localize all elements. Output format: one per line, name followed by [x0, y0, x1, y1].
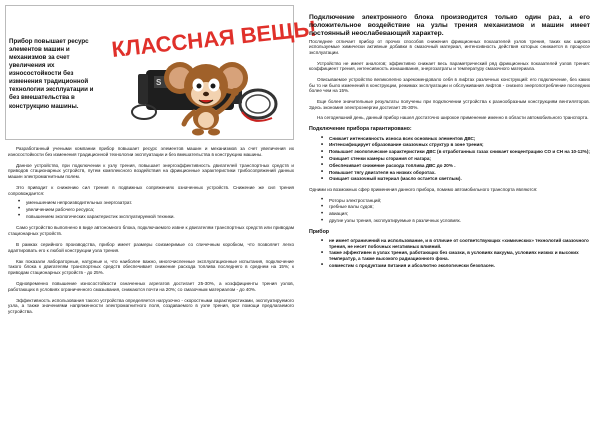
spheres-list: [321, 198, 590, 224]
list-item: • повышением экологических характеристик эксплуатируемой техники.: [18, 214, 294, 220]
right-column: [301, 0, 600, 427]
paragraph: Эффективность использования такого устройства определяется нагрузочно - скоростными характеристиками, эксплуатируемого узла, а также значениями напряженности электромагнитного поля, создаваемого в узле трения, при помощи предлагаемого устройства.: [8, 297, 294, 314]
paragraph: Как показали лабораторные, натурные и, что наиболее важно, многочисленные эксплуатационные испытания, подключение такого блока к двигателям транспортных средств обеспечивает снижение расхода топлива последнего в среднем на 15%; к приводам стационарных устройств - до 25%.: [8, 258, 294, 275]
list-item: • не имеет ограничений на использование, и в отличие от соответствующих «химических» технологий смазочного трения, не несет побочных негативных влияний.: [321, 238, 590, 249]
list-item: • совместим с продуктами питания и абсолютно экологически безопасен.: [321, 263, 590, 269]
headline: Подключение электронного блока производится только один раз, а его положительное воздействие на узлы трения механизмов и машин имеет постоянный неослабевающий характер.: [309, 14, 590, 37]
paragraph: Само устройство выполнено в виде автономного блока, подключаемого извне к двигателям транспортных средств или приводам стационарных устройств.: [8, 225, 294, 237]
list-item: • Очищает стенки камеры сгорания от нагара;: [321, 156, 590, 162]
list-item: • Очищает смазочный материал (масло остается светлым).: [321, 176, 590, 182]
list-item: • Повышает экологические характеристики ДВС (в отработанных газах снижает концентрацию CO и CH на 10-12%);: [321, 149, 590, 155]
section-title-device: Прибор: [309, 228, 330, 235]
effects-list: [18, 200, 294, 220]
svg-text:КЛАССНАЯ ВЕЩЬ!: КЛАССНАЯ ВЕЩЬ!: [110, 15, 318, 62]
guarantees-list: [321, 136, 590, 182]
section-title-guarantees: Подключение прибора гарантировано:: [309, 126, 412, 133]
list-item: • увеличением рабочего ресурса;: [18, 207, 294, 213]
svg-text:S: S: [156, 78, 162, 87]
list-item: • Обеспечивает снижение расхода топлива ДВС до 20% .: [321, 163, 590, 169]
paragraph: Описываемое устройство великолепно зарекомендовало себя в лифтах различных конструкций: его подключение, без каких бы то ни было изменений в конструкции, режимах эксплуатации и обслуживания лифтов - снизило энергопотребление последних более чем на 15%.: [309, 77, 590, 94]
features-list: [321, 238, 590, 268]
list-item: • Повышает тягу двигателя на низких оборотах.: [321, 170, 590, 176]
paragraph: Разработанный учеными компании прибор повышает ресурс элементов машин и механизмов за счет увеличения их износостойкости без изменения традиционной технологии эксплуатации и без вмешательства в конструкцию машины.: [8, 146, 294, 157]
paragraph: В рамках серийного производства, прибор имеет размеры соизмеримые со спичечным коробком, что позволяет легко адаптировать его к любой конструкции узла трения.: [8, 242, 294, 253]
list-item: • Интенсифицирует образование смазочных структур в зоне трения;: [321, 142, 590, 148]
list-item: • также эффективен в узлах трения, работающих без смазки, в условиях вакуума, условиях низких и высоких температур, а также высокого радиационного фона.: [321, 250, 590, 261]
paragraph: Данное устройство, при подключении к узлу трения, повышает энергоэффективность двигателей транспортных средств и приводов стационарных устройств, путем комплексного воздействия на фрикционные характеристики трибосопряжений данных машин электромагнитным полем.: [8, 162, 294, 179]
list-item: • уменьшением непроизводительных энергозатрат.: [18, 200, 294, 206]
paragraph: Одновременно повышение износостойкости означенных агрегатов достигает 25-30%, а коэффициенты трения узлов, работающих в условиях ограниченного смазывания, снижаются почти на 20%; со смазочным материалом - до 40%.: [8, 281, 294, 292]
paragraph: Это приводит к снижению сил трения в подвижных сопряжениях означенных устройств. Снижение же сил трения сопровождается:: [8, 184, 294, 196]
left-body-text: [8, 146, 294, 320]
intro-summary: Прибор повышает ресурс элементов машин и механизмов за счет увеличения их износостойкости без изменения традиционной технологии эксплуатации и без вмешательства в конструкцию машины.: [9, 38, 94, 110]
paragraph: Последнее отличает прибор от прочих способов снижения фрикционных показателей узлов трения, таких как широко используемые химически активные добавки в смазочный материал, интенсивность действия которых снижается в процессе эксплуатации.: [309, 38, 590, 55]
paragraph: Еще более значительные результаты получены при подключении устройства к разнообразным конструкциям вентиляторов. Здесь экономия электроэнергии достигает 25-30%.: [309, 99, 590, 110]
banner-and-character-image: [108, 8, 318, 138]
list-item: • Роторы электростанций;: [321, 198, 590, 204]
paragraph: На сегодняшний день, данный прибор нашел достаточно широкое применение именно в области автомобильного транспорта.: [317, 115, 589, 121]
list-item: • Снижает интенсивность износа всех основных элементов ДВС;: [321, 136, 590, 142]
list-item: • другие узлы трения, эксплуатируемые в различных условиях.: [321, 218, 590, 224]
banner-text: [110, 16, 317, 62]
list-item: • гребные валы судов;: [321, 204, 590, 210]
list-item: • авиация;: [321, 211, 590, 217]
paragraph: Устройство не имеет аналогов; эффективно снижает весь параметрический ряд фрикционных показателей узлов трения: коэффициент трения, интенсивность изнашивания, энергозатраты и температуру смазочного материала.: [309, 60, 590, 72]
product-illustration: [108, 8, 318, 138]
paragraph: Одними из возможных сфер применения данного прибора, помимо автомобильного транспорта являются:: [309, 186, 538, 192]
